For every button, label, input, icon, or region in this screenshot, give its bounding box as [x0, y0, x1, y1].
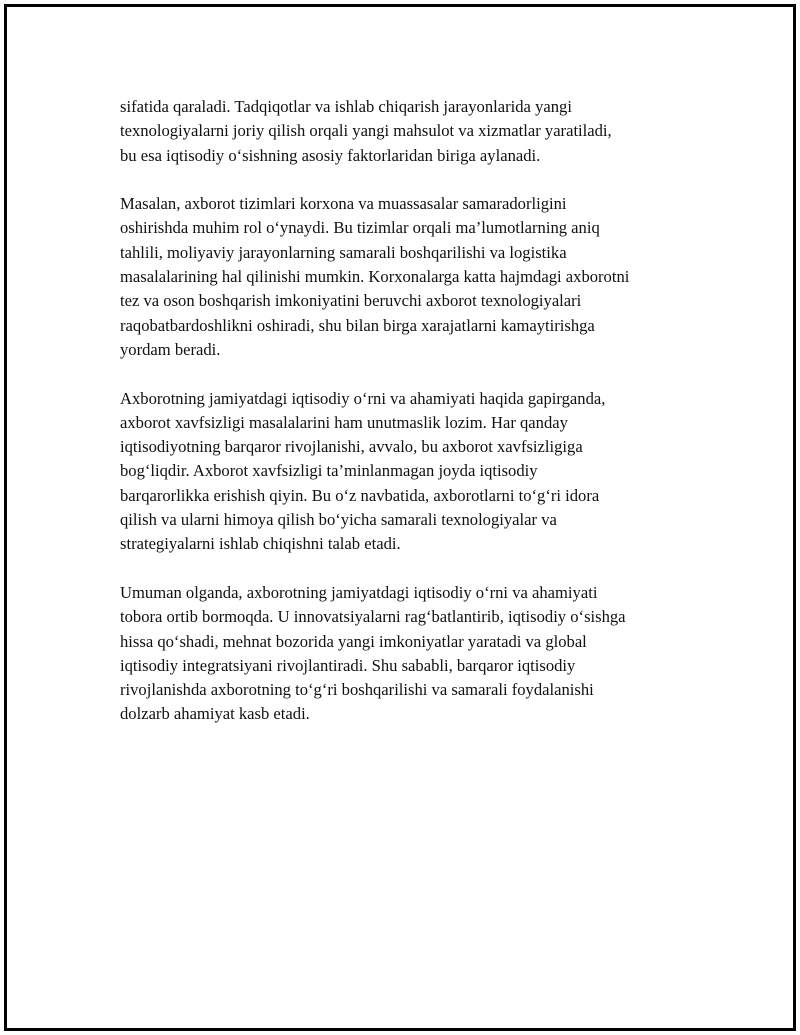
- paragraph-2: Masalan, axborot tizimlari korxona va muassasalar samaradorligini oshirishda muhim rol o‘ynaydi. Bu tizimlar orqali ma’lumotlarning aniq tahlili, moliyaviy jarayonlarning samarali boshqarilishi va logistika masalalarining hal qilinishi mumkin. Korxonalarga katta hajmdagi axborotni tez va oson boshqarish imkoniyatini beruvchi axborot texnologiyalari raqobatbardoshlikni oshiradi, shu bilan birga xarajatlarni kamaytirishga yordam beradi.: [120, 194, 630, 359]
- document-page: [4, 4, 796, 1031]
- page-body-text: [120, 95, 700, 727]
- paragraph-4: Umuman olganda, axborotning jamiyatdagi iqtisodiy o‘rni va ahamiyati tobora ortib bormoqda. U innovatsiyalarni rag‘batlantirib, iqtisodiy o‘sishga hissa qo‘shadi, mehnat bozorida yangi imkoniyatlar yaratadi va global iqtisodiy integratsiyani rivojlantiradi. Shu sababli, barqaror iqtisodiy rivojlanishda axborotning to‘g‘ri boshqarilishi va samarali foydalanishi dolzarb ahamiyat kasb etadi.: [120, 582, 626, 724]
- paragraph-1: sifatida qaraladi. Tadqiqotlar va ishlab chiqarish jarayonlarida yangi texnologiyalarni joriy qilish orqali yangi mahsulot va xizmatlar yaratiladi, bu esa iqtisodiy o‘sishning asosiy faktorlaridan biriga aylanadi.: [120, 97, 612, 165]
- paragraph-3: Axborotning jamiyatdagi iqtisodiy o‘rni va ahamiyati haqida gapirganda, axborot xavfsizligi masalalarini ham unutmaslik lozim. Har qanday iqtisodiyotning barqaror rivojlanishi, avvalo, bu axborot xavfsizligiga bog‘liqdir. Axborot xavfsizligi ta’minlanmagan joyda iqtisodiy barqarorlikka erishish qiyin. Bu o‘z navbatida, axborotlarni to‘g‘ri idora qilish va ularni himoya qilish bo‘yicha samarali texnologiyalar va strategiyalarni ishlab chiqishni talab etadi.: [120, 388, 606, 554]
